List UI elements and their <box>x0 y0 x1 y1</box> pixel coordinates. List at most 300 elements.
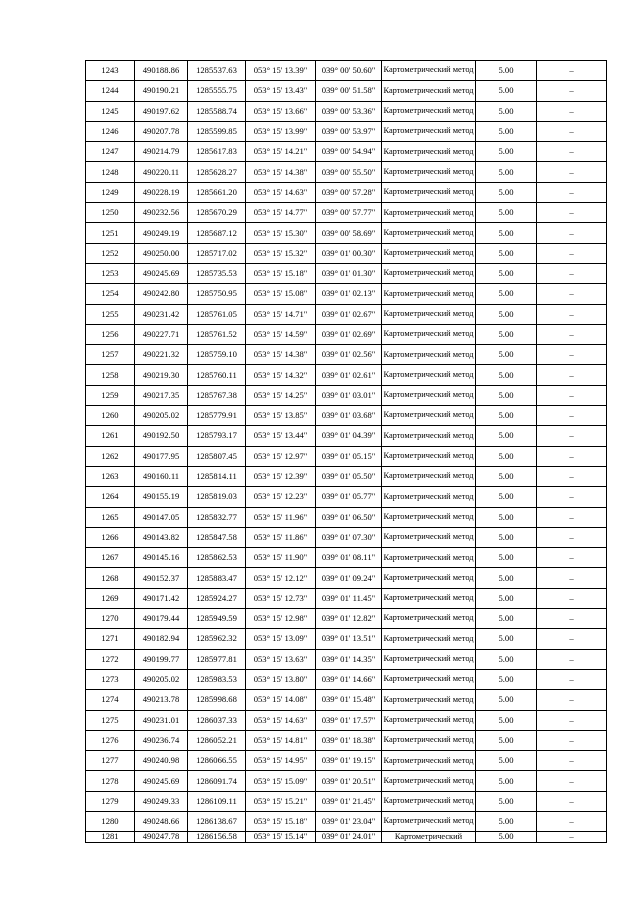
note-cell: – <box>537 649 607 669</box>
point-number-cell: 1272 <box>86 649 135 669</box>
longitude-cell: 039° 01' 02.13" <box>316 284 382 304</box>
longitude-cell: 039° 01' 02.56" <box>316 345 382 365</box>
longitude-cell: 039° 00' 50.60" <box>316 61 382 81</box>
longitude-cell: 039° 01' 08.11" <box>316 548 382 568</box>
point-number-cell: 1263 <box>86 466 135 486</box>
x-coordinate-cell: 490190.21 <box>135 81 188 101</box>
table-row <box>86 710 607 730</box>
longitude-cell: 039° 01' 02.67" <box>316 304 382 324</box>
y-coordinate-cell: 1285924.27 <box>188 588 246 608</box>
longitude-cell: 039° 01' 12.82" <box>316 609 382 629</box>
accuracy-cell: 5.00 <box>476 649 537 669</box>
y-coordinate-cell: 1285819.03 <box>188 487 246 507</box>
point-number-cell: 1249 <box>86 182 135 202</box>
longitude-cell: 039° 01' 01.30" <box>316 263 382 283</box>
point-number-cell: 1250 <box>86 203 135 223</box>
point-number-cell: 1245 <box>86 101 135 121</box>
accuracy-cell: 5.00 <box>476 406 537 426</box>
latitude-cell: 053° 15' 13.09" <box>246 629 316 649</box>
table-row <box>86 365 607 385</box>
longitude-cell: 039° 01' 02.61" <box>316 365 382 385</box>
y-coordinate-cell: 1286091.74 <box>188 771 246 791</box>
latitude-cell: 053° 15' 14.95" <box>246 751 316 771</box>
x-coordinate-cell: 490145.16 <box>135 548 188 568</box>
method-cell: Картометрический метод <box>382 304 476 324</box>
y-coordinate-cell: 1285735.53 <box>188 263 246 283</box>
accuracy-cell: 5.00 <box>476 446 537 466</box>
longitude-cell: 039° 01' 04.39" <box>316 426 382 446</box>
latitude-cell: 053° 15' 14.25" <box>246 385 316 405</box>
longitude-cell: 039° 01' 20.51" <box>316 771 382 791</box>
method-cell: Картометрический метод <box>382 466 476 486</box>
note-cell: – <box>537 223 607 243</box>
point-number-cell: 1276 <box>86 730 135 750</box>
method-cell: Картометрический метод <box>382 142 476 162</box>
accuracy-cell: 5.00 <box>476 507 537 527</box>
x-coordinate-cell: 490219.30 <box>135 365 188 385</box>
point-number-cell: 1252 <box>86 243 135 263</box>
method-cell: Картометрический метод <box>382 61 476 81</box>
table-row <box>86 548 607 568</box>
x-coordinate-cell: 490249.19 <box>135 223 188 243</box>
point-number-cell: 1246 <box>86 121 135 141</box>
longitude-cell: 039° 01' 05.77" <box>316 487 382 507</box>
note-cell: – <box>537 466 607 486</box>
method-cell: Картометрический метод <box>382 81 476 101</box>
point-number-cell: 1253 <box>86 263 135 283</box>
accuracy-cell: 5.00 <box>476 304 537 324</box>
table-row <box>86 811 607 831</box>
method-cell: Картометрический метод <box>382 791 476 811</box>
point-number-cell: 1278 <box>86 771 135 791</box>
table-row <box>86 203 607 223</box>
longitude-cell: 039° 00' 54.94" <box>316 142 382 162</box>
latitude-cell: 053° 15' 14.77" <box>246 203 316 223</box>
latitude-cell: 053° 15' 12.98" <box>246 609 316 629</box>
latitude-cell: 053° 15' 14.21" <box>246 142 316 162</box>
accuracy-cell: 5.00 <box>476 284 537 304</box>
method-cell: Картометрический метод <box>382 771 476 791</box>
point-number-cell: 1261 <box>86 426 135 446</box>
table-row <box>86 487 607 507</box>
accuracy-cell: 5.00 <box>476 426 537 446</box>
y-coordinate-cell: 1285617.83 <box>188 142 246 162</box>
table-row <box>86 345 607 365</box>
y-coordinate-cell: 1285977.81 <box>188 649 246 669</box>
method-cell: Картометрический метод <box>382 223 476 243</box>
latitude-cell: 053° 15' 14.08" <box>246 690 316 710</box>
note-cell: – <box>537 832 607 842</box>
accuracy-cell: 5.00 <box>476 771 537 791</box>
accuracy-cell: 5.00 <box>476 61 537 81</box>
note-cell: – <box>537 406 607 426</box>
longitude-cell: 039° 01' 23.04" <box>316 811 382 831</box>
longitude-cell: 039° 00' 55.50" <box>316 162 382 182</box>
latitude-cell: 053° 15' 15.09" <box>246 771 316 791</box>
latitude-cell: 053° 15' 14.81" <box>246 730 316 750</box>
table-row <box>86 669 607 689</box>
method-cell: Картометрический метод <box>382 548 476 568</box>
y-coordinate-cell: 1285814.11 <box>188 466 246 486</box>
table-row <box>86 649 607 669</box>
note-cell: – <box>537 263 607 283</box>
y-coordinate-cell: 1285807.45 <box>188 446 246 466</box>
table-row <box>86 751 607 771</box>
y-coordinate-cell: 1285862.53 <box>188 548 246 568</box>
accuracy-cell: 5.00 <box>476 162 537 182</box>
point-number-cell: 1269 <box>86 588 135 608</box>
table-row <box>86 446 607 466</box>
method-cell: Картометрический метод <box>382 162 476 182</box>
method-cell: Картометрический метод <box>382 263 476 283</box>
latitude-cell: 053° 15' 13.63" <box>246 649 316 669</box>
note-cell: – <box>537 324 607 344</box>
accuracy-cell: 5.00 <box>476 690 537 710</box>
y-coordinate-cell: 1285628.27 <box>188 162 246 182</box>
accuracy-cell: 5.00 <box>476 121 537 141</box>
x-coordinate-cell: 490197.62 <box>135 101 188 121</box>
x-coordinate-cell: 490143.82 <box>135 527 188 547</box>
x-coordinate-cell: 490221.32 <box>135 345 188 365</box>
x-coordinate-cell: 490152.37 <box>135 568 188 588</box>
latitude-cell: 053° 15' 15.32" <box>246 243 316 263</box>
table-row <box>86 263 607 283</box>
table-row <box>86 568 607 588</box>
x-coordinate-cell: 490205.02 <box>135 669 188 689</box>
y-coordinate-cell: 1286156.58 <box>188 832 246 842</box>
table-row <box>86 284 607 304</box>
y-coordinate-cell: 1285761.05 <box>188 304 246 324</box>
longitude-cell: 039° 00' 58.69" <box>316 223 382 243</box>
accuracy-cell: 5.00 <box>476 730 537 750</box>
latitude-cell: 053° 15' 12.12" <box>246 568 316 588</box>
accuracy-cell: 5.00 <box>476 669 537 689</box>
method-cell: Картометрический метод <box>382 101 476 121</box>
x-coordinate-cell: 490232.56 <box>135 203 188 223</box>
table-row <box>86 832 607 842</box>
x-coordinate-cell: 490171.42 <box>135 588 188 608</box>
latitude-cell: 053° 15' 11.86" <box>246 527 316 547</box>
method-cell: Картометрический метод <box>382 243 476 263</box>
note-cell: – <box>537 345 607 365</box>
y-coordinate-cell: 1285661.20 <box>188 182 246 202</box>
point-number-cell: 1264 <box>86 487 135 507</box>
longitude-cell: 039° 01' 13.51" <box>316 629 382 649</box>
accuracy-cell: 5.00 <box>476 203 537 223</box>
accuracy-cell: 5.00 <box>476 142 537 162</box>
table-row <box>86 771 607 791</box>
table-row <box>86 81 607 101</box>
point-number-cell: 1280 <box>86 811 135 831</box>
method-cell: Картометрический метод <box>382 588 476 608</box>
y-coordinate-cell: 1285760.11 <box>188 365 246 385</box>
longitude-cell: 039° 01' 17.57" <box>316 710 382 730</box>
accuracy-cell: 5.00 <box>476 466 537 486</box>
latitude-cell: 053° 15' 14.32" <box>246 365 316 385</box>
note-cell: – <box>537 446 607 466</box>
accuracy-cell: 5.00 <box>476 263 537 283</box>
method-cell: Картометрический метод <box>382 669 476 689</box>
accuracy-cell: 5.00 <box>476 345 537 365</box>
accuracy-cell: 5.00 <box>476 385 537 405</box>
latitude-cell: 053° 15' 12.23" <box>246 487 316 507</box>
x-coordinate-cell: 490247.78 <box>135 832 188 842</box>
x-coordinate-cell: 490155.19 <box>135 487 188 507</box>
point-number-cell: 1281 <box>86 832 135 842</box>
x-coordinate-cell: 490249.33 <box>135 791 188 811</box>
longitude-cell: 039° 01' 00.30" <box>316 243 382 263</box>
table-row <box>86 324 607 344</box>
accuracy-cell: 5.00 <box>476 588 537 608</box>
note-cell: – <box>537 811 607 831</box>
x-coordinate-cell: 490248.66 <box>135 811 188 831</box>
x-coordinate-cell: 490217.35 <box>135 385 188 405</box>
point-number-cell: 1265 <box>86 507 135 527</box>
latitude-cell: 053° 15' 13.43" <box>246 81 316 101</box>
latitude-cell: 053° 15' 14.71" <box>246 304 316 324</box>
method-cell: Картометрический метод <box>382 365 476 385</box>
table-row <box>86 385 607 405</box>
point-number-cell: 1255 <box>86 304 135 324</box>
table-row <box>86 243 607 263</box>
x-coordinate-cell: 490250.00 <box>135 243 188 263</box>
point-number-cell: 1266 <box>86 527 135 547</box>
note-cell: – <box>537 101 607 121</box>
method-cell: Картометрический метод <box>382 811 476 831</box>
y-coordinate-cell: 1286109.11 <box>188 791 246 811</box>
y-coordinate-cell: 1285767.38 <box>188 385 246 405</box>
note-cell: – <box>537 61 607 81</box>
note-cell: – <box>537 487 607 507</box>
point-number-cell: 1260 <box>86 406 135 426</box>
longitude-cell: 039° 00' 57.28" <box>316 182 382 202</box>
table-row <box>86 304 607 324</box>
x-coordinate-cell: 490192.50 <box>135 426 188 446</box>
table-row <box>86 101 607 121</box>
method-cell: Картометрический метод <box>382 446 476 466</box>
point-number-cell: 1244 <box>86 81 135 101</box>
longitude-cell: 039° 00' 53.97" <box>316 121 382 141</box>
method-cell: Картометрический метод <box>382 284 476 304</box>
x-coordinate-cell: 490207.78 <box>135 121 188 141</box>
method-cell: Картометрический <box>382 832 476 842</box>
x-coordinate-cell: 490242.80 <box>135 284 188 304</box>
table-row <box>86 629 607 649</box>
latitude-cell: 053° 15' 12.97" <box>246 446 316 466</box>
point-number-cell: 1256 <box>86 324 135 344</box>
y-coordinate-cell: 1285779.91 <box>188 406 246 426</box>
method-cell: Картометрический метод <box>382 710 476 730</box>
longitude-cell: 039° 01' 15.48" <box>316 690 382 710</box>
point-number-cell: 1268 <box>86 568 135 588</box>
y-coordinate-cell: 1285555.75 <box>188 81 246 101</box>
point-number-cell: 1270 <box>86 609 135 629</box>
table-row <box>86 426 607 446</box>
x-coordinate-cell: 490220.11 <box>135 162 188 182</box>
method-cell: Картометрический метод <box>382 629 476 649</box>
note-cell: – <box>537 730 607 750</box>
table-row <box>86 223 607 243</box>
note-cell: – <box>537 182 607 202</box>
note-cell: – <box>537 791 607 811</box>
note-cell: – <box>537 507 607 527</box>
x-coordinate-cell: 490147.05 <box>135 507 188 527</box>
point-number-cell: 1267 <box>86 548 135 568</box>
accuracy-cell: 5.00 <box>476 182 537 202</box>
point-number-cell: 1251 <box>86 223 135 243</box>
accuracy-cell: 5.00 <box>476 811 537 831</box>
longitude-cell: 039° 00' 53.36" <box>316 101 382 121</box>
note-cell: – <box>537 527 607 547</box>
point-number-cell: 1254 <box>86 284 135 304</box>
longitude-cell: 039° 01' 14.35" <box>316 649 382 669</box>
latitude-cell: 053° 15' 15.14" <box>246 832 316 842</box>
point-number-cell: 1243 <box>86 61 135 81</box>
x-coordinate-cell: 490240.98 <box>135 751 188 771</box>
point-number-cell: 1273 <box>86 669 135 689</box>
longitude-cell: 039° 00' 57.77" <box>316 203 382 223</box>
table-row <box>86 406 607 426</box>
table-row <box>86 182 607 202</box>
note-cell: – <box>537 751 607 771</box>
table-row <box>86 507 607 527</box>
accuracy-cell: 5.00 <box>476 609 537 629</box>
y-coordinate-cell: 1285983.53 <box>188 669 246 689</box>
longitude-cell: 039° 01' 06.50" <box>316 507 382 527</box>
note-cell: – <box>537 284 607 304</box>
table-row <box>86 121 607 141</box>
method-cell: Картометрический метод <box>382 426 476 446</box>
longitude-cell: 039° 01' 09.24" <box>316 568 382 588</box>
note-cell: – <box>537 609 607 629</box>
y-coordinate-cell: 1285717.02 <box>188 243 246 263</box>
table-row <box>86 466 607 486</box>
accuracy-cell: 5.00 <box>476 629 537 649</box>
accuracy-cell: 5.00 <box>476 365 537 385</box>
method-cell: Картометрический метод <box>382 649 476 669</box>
latitude-cell: 053° 15' 13.66" <box>246 101 316 121</box>
longitude-cell: 039° 01' 14.66" <box>316 669 382 689</box>
x-coordinate-cell: 490179.44 <box>135 609 188 629</box>
note-cell: – <box>537 588 607 608</box>
longitude-cell: 039° 01' 19.15" <box>316 751 382 771</box>
x-coordinate-cell: 490227.71 <box>135 324 188 344</box>
x-coordinate-cell: 490177.95 <box>135 446 188 466</box>
longitude-cell: 039° 01' 11.45" <box>316 588 382 608</box>
longitude-cell: 039° 01' 24.01" <box>316 832 382 842</box>
y-coordinate-cell: 1285670.29 <box>188 203 246 223</box>
note-cell: – <box>537 690 607 710</box>
accuracy-cell: 5.00 <box>476 751 537 771</box>
y-coordinate-cell: 1285750.95 <box>188 284 246 304</box>
longitude-cell: 039° 01' 05.15" <box>316 446 382 466</box>
x-coordinate-cell: 490182.94 <box>135 629 188 649</box>
accuracy-cell: 5.00 <box>476 710 537 730</box>
table-row <box>86 791 607 811</box>
accuracy-cell: 5.00 <box>476 243 537 263</box>
latitude-cell: 053° 15' 15.08" <box>246 284 316 304</box>
latitude-cell: 053° 15' 14.59" <box>246 324 316 344</box>
longitude-cell: 039° 01' 18.38" <box>316 730 382 750</box>
method-cell: Картометрический метод <box>382 568 476 588</box>
point-number-cell: 1274 <box>86 690 135 710</box>
latitude-cell: 053° 15' 11.90" <box>246 548 316 568</box>
point-number-cell: 1257 <box>86 345 135 365</box>
method-cell: Картометрический метод <box>382 203 476 223</box>
latitude-cell: 053° 15' 15.21" <box>246 791 316 811</box>
point-number-cell: 1277 <box>86 751 135 771</box>
longitude-cell: 039° 01' 07.30" <box>316 527 382 547</box>
latitude-cell: 053° 15' 15.18" <box>246 263 316 283</box>
method-cell: Картометрический метод <box>382 345 476 365</box>
point-number-cell: 1271 <box>86 629 135 649</box>
longitude-cell: 039° 00' 51.58" <box>316 81 382 101</box>
latitude-cell: 053° 15' 15.18" <box>246 811 316 831</box>
x-coordinate-cell: 490214.79 <box>135 142 188 162</box>
latitude-cell: 053° 15' 13.99" <box>246 121 316 141</box>
coordinates-table <box>85 60 607 843</box>
y-coordinate-cell: 1285883.47 <box>188 568 246 588</box>
note-cell: – <box>537 426 607 446</box>
method-cell: Картометрический метод <box>382 406 476 426</box>
y-coordinate-cell: 1285847.58 <box>188 527 246 547</box>
latitude-cell: 053° 15' 14.38" <box>246 162 316 182</box>
latitude-cell: 053° 15' 13.80" <box>246 669 316 689</box>
y-coordinate-cell: 1286052.21 <box>188 730 246 750</box>
accuracy-cell: 5.00 <box>476 487 537 507</box>
point-number-cell: 1259 <box>86 385 135 405</box>
accuracy-cell: 5.00 <box>476 81 537 101</box>
method-cell: Картометрический метод <box>382 730 476 750</box>
method-cell: Картометрический метод <box>382 527 476 547</box>
y-coordinate-cell: 1285998.68 <box>188 690 246 710</box>
x-coordinate-cell: 490213.78 <box>135 690 188 710</box>
y-coordinate-cell: 1285599.85 <box>188 121 246 141</box>
table-body <box>86 61 607 843</box>
latitude-cell: 053° 15' 13.44" <box>246 426 316 446</box>
method-cell: Картометрический метод <box>382 609 476 629</box>
point-number-cell: 1262 <box>86 446 135 466</box>
accuracy-cell: 5.00 <box>476 791 537 811</box>
note-cell: – <box>537 162 607 182</box>
y-coordinate-cell: 1285759.10 <box>188 345 246 365</box>
accuracy-cell: 5.00 <box>476 527 537 547</box>
point-number-cell: 1247 <box>86 142 135 162</box>
note-cell: – <box>537 121 607 141</box>
table-row <box>86 162 607 182</box>
point-number-cell: 1258 <box>86 365 135 385</box>
x-coordinate-cell: 490188.86 <box>135 61 188 81</box>
x-coordinate-cell: 490245.69 <box>135 263 188 283</box>
method-cell: Картометрический метод <box>382 690 476 710</box>
method-cell: Картометрический метод <box>382 182 476 202</box>
x-coordinate-cell: 490199.77 <box>135 649 188 669</box>
y-coordinate-cell: 1286066.55 <box>188 751 246 771</box>
latitude-cell: 053° 15' 14.63" <box>246 710 316 730</box>
x-coordinate-cell: 490228.19 <box>135 182 188 202</box>
note-cell: – <box>537 243 607 263</box>
note-cell: – <box>537 568 607 588</box>
y-coordinate-cell: 1285761.52 <box>188 324 246 344</box>
note-cell: – <box>537 385 607 405</box>
latitude-cell: 053° 15' 14.63" <box>246 182 316 202</box>
note-cell: – <box>537 548 607 568</box>
longitude-cell: 039° 01' 03.01" <box>316 385 382 405</box>
x-coordinate-cell: 490231.42 <box>135 304 188 324</box>
note-cell: – <box>537 203 607 223</box>
longitude-cell: 039° 01' 02.69" <box>316 324 382 344</box>
point-number-cell: 1279 <box>86 791 135 811</box>
